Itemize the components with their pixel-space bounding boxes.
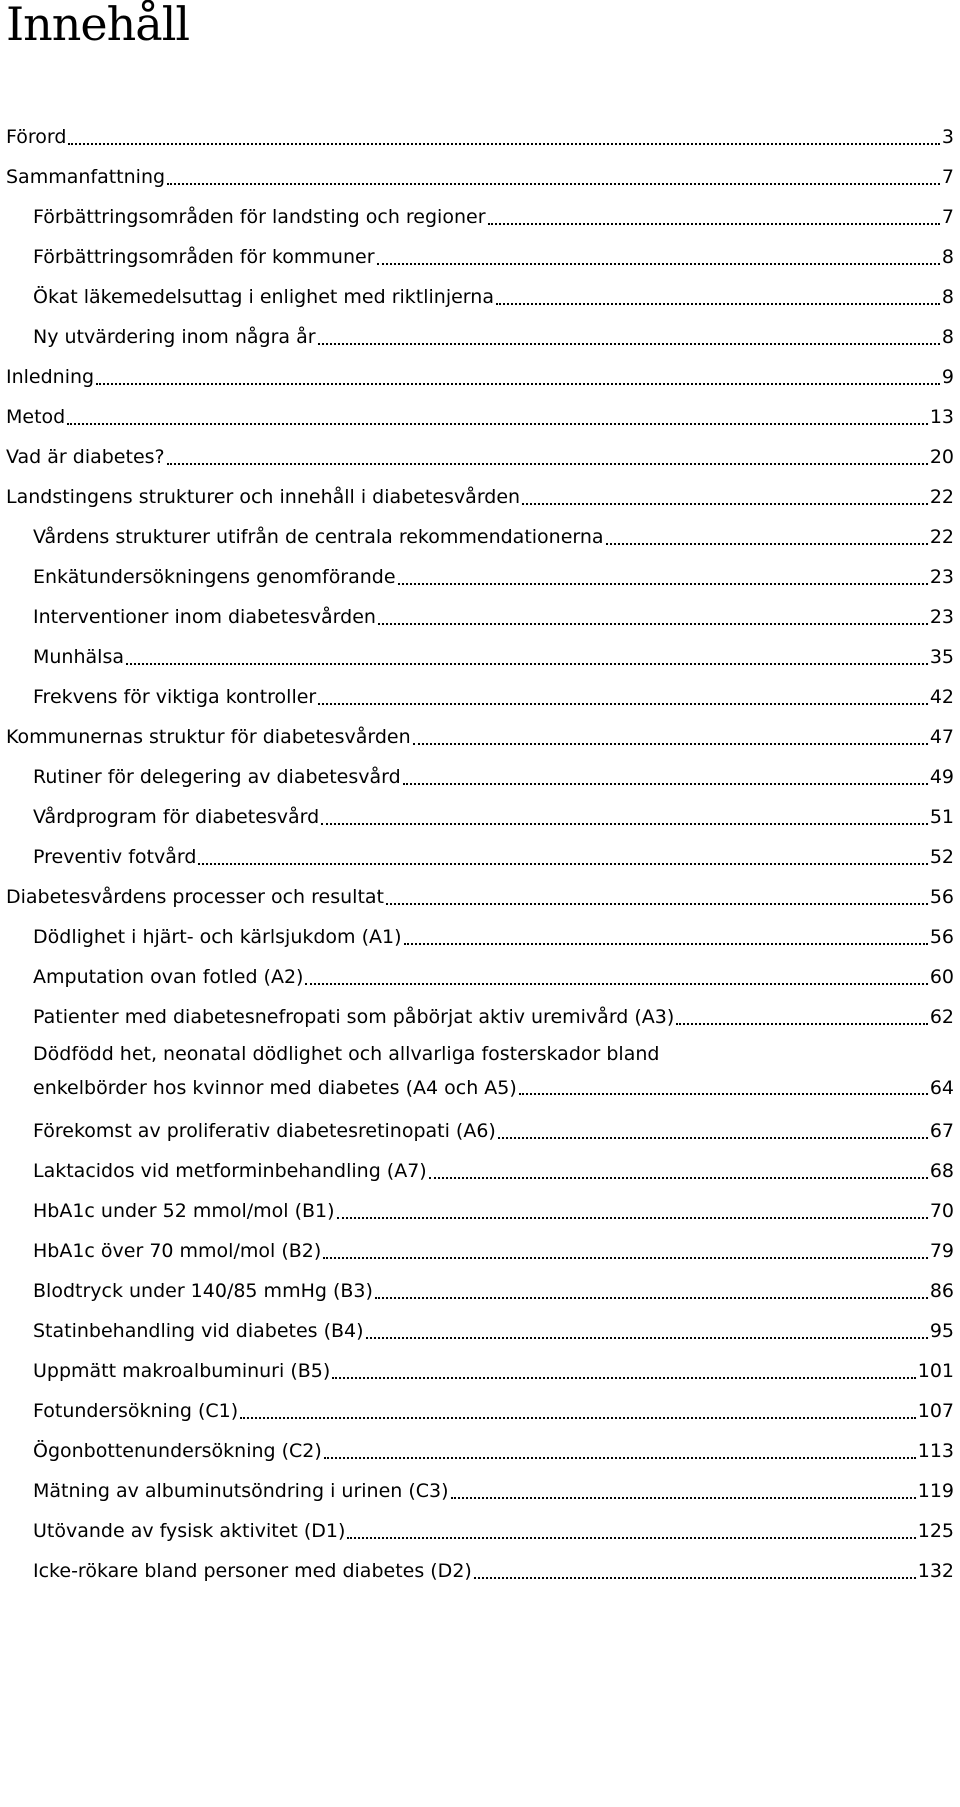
toc-entry[interactable] [0,1151,960,1191]
toc-entry[interactable] [0,517,960,557]
toc-entry[interactable] [0,677,960,717]
toc-entry-text: Munhälsa [33,646,124,668]
dot-leader [96,382,940,385]
toc-entry[interactable] [0,237,960,277]
toc-entry[interactable] [0,1231,960,1271]
dot-leader [321,822,928,825]
toc-entry-text: HbA1c över 70 mmol/mol (B2) [33,1240,322,1262]
dot-leader [347,1536,915,1539]
toc-entry[interactable] [0,917,960,957]
toc-entry[interactable] [0,117,960,157]
toc-page-number: 119 [917,1480,954,1502]
toc-page-number: 67 [929,1120,954,1142]
toc-entry-text: Vad är diabetes? [6,446,165,468]
dot-leader [67,422,928,425]
dot-leader [318,702,928,705]
toc-entry[interactable] [0,877,960,917]
toc-entry[interactable] [0,397,960,437]
toc-page-number: 52 [929,846,954,868]
dot-leader [377,262,940,265]
toc-entry[interactable] [0,1311,960,1351]
dot-leader [498,1136,928,1139]
toc-entry-text: Förord [6,126,67,148]
toc-entry-text: Laktacidos vid metforminbehandling (A7) [33,1160,427,1182]
toc-entry[interactable] [0,1191,960,1231]
dot-leader [522,502,928,505]
toc-entry[interactable] [0,1271,960,1311]
toc-page-number: 51 [929,806,954,828]
dot-leader [167,462,928,465]
dot-leader [413,742,928,745]
dot-leader [676,1022,928,1025]
toc-page-number: 107 [917,1400,954,1422]
dot-leader [337,1216,928,1219]
toc-entry[interactable] [0,957,960,997]
toc-entry-text: Utövande av fysisk aktivitet (D1) [33,1520,346,1542]
toc-entry-text: Icke-rökare bland personer med diabetes (D2) [33,1560,472,1582]
toc-page-number: 23 [929,606,954,628]
toc-entry-text: Uppmätt makroalbuminuri (B5) [33,1360,331,1382]
dot-leader [375,1296,928,1299]
toc-entry-text: Fotundersökning (C1) [33,1400,239,1422]
toc-page-number: 68 [929,1160,954,1182]
toc-page-number: 8 [941,286,954,308]
toc-entry[interactable] [0,197,960,237]
dot-leader [386,902,928,905]
toc-page-number: 47 [929,726,954,748]
toc-page-number: 70 [929,1200,954,1222]
toc-entry[interactable] [0,757,960,797]
toc-entry-text: Ökat läkemedelsuttag i enlighet med riktlinjerna [33,286,494,308]
toc-entry-text: Blodtryck under 140/85 mmHg (B3) [33,1280,373,1302]
toc-entry[interactable] [0,1511,960,1551]
toc-page-number: 20 [929,446,954,468]
toc-entry-text: Amputation ovan fotled (A2) [33,966,304,988]
toc-entry-text: Förekomst av proliferativ diabetesretinopati (A6) [33,1120,496,1142]
toc-entry[interactable] [0,1111,960,1151]
toc-page-number: 56 [929,926,954,948]
toc-entry[interactable] [0,1471,960,1511]
toc-entry[interactable] [0,837,960,877]
toc-page-number: 3 [941,126,954,148]
dot-leader [198,862,927,865]
toc-page-number: 132 [917,1560,954,1582]
toc-entry-text: Dödlighet i hjärt- och kärlsjukdom (A1) [33,926,402,948]
dot-leader [429,1176,928,1179]
toc-entry-text: Diabetesvårdens processer och resultat [6,886,384,908]
dot-leader [366,1336,928,1339]
dot-leader [318,342,940,345]
toc-page-number: 8 [941,246,954,268]
toc-entry[interactable] [0,317,960,357]
toc-entry[interactable] [0,717,960,757]
toc-page-number: 22 [929,526,954,548]
dot-leader [496,302,940,305]
toc-page-number: 22 [929,486,954,508]
toc-entry[interactable] [0,1037,960,1111]
toc-entry-text: Statinbehandling vid diabetes (B4) [33,1320,364,1342]
toc-page-number: 125 [917,1520,954,1542]
dot-leader [323,1256,928,1259]
toc-entry-text: Landstingens strukturer och innehåll i diabetesvården [6,486,521,508]
dot-leader [167,182,940,185]
toc-entry-text: Ny utvärdering inom några år [33,326,316,348]
page-title: Innehåll [6,0,190,51]
toc-entry[interactable] [0,797,960,837]
toc-entry-text: Patienter med diabetesnefropati som påbörjat aktiv uremivård (A3) [33,1006,675,1028]
toc-page-number: 56 [929,886,954,908]
toc-entry[interactable] [0,637,960,677]
toc-page-number: 35 [929,646,954,668]
toc-entry-text: Inledning [6,366,95,388]
dot-leader [451,1496,916,1499]
dot-leader [378,622,928,625]
toc-entry-text: Rutiner för delegering av diabetesvård [33,766,401,788]
toc-entry[interactable] [0,1431,960,1471]
toc-page-number: 42 [929,686,954,708]
toc-entry-text: HbA1c under 52 mmol/mol (B1) [33,1200,335,1222]
dot-leader [488,222,940,225]
dot-leader [474,1576,916,1579]
dot-leader [305,982,927,985]
dot-leader [519,1092,928,1095]
toc-page-number: 49 [929,766,954,788]
toc-entry-text-continued: enkelbörder hos kvinnor med diabetes (A4 och A5) [33,1077,517,1099]
toc-page-number: 79 [929,1240,954,1262]
toc-entry[interactable] [0,597,960,637]
toc-entry-text: Frekvens för viktiga kontroller [33,686,317,708]
toc-page-number: 7 [941,206,954,228]
dot-leader [398,582,928,585]
toc-entry[interactable] [0,357,960,397]
toc-entry-text: Mätning av albuminutsöndring i urinen (C3) [33,1480,449,1502]
toc-entry-text: Interventioner inom diabetesvården [33,606,376,628]
toc-entry-text: Ögonbottenundersökning (C2) [33,1440,322,1462]
dot-leader [240,1416,916,1419]
toc-page-number: 60 [929,966,954,988]
toc-entry-text: Vårdprogram för diabetesvård [33,806,320,828]
toc-page-number: 9 [941,366,954,388]
dot-leader [68,142,939,145]
toc-page-number: 13 [929,406,954,428]
toc-entry-text: Vårdens strukturer utifrån de centrala rekommendationerna [33,526,604,548]
toc-entry-text: Förbättringsområden för kommuner [33,246,375,268]
toc-entry[interactable] [0,1351,960,1391]
toc-page-number: 62 [929,1006,954,1028]
toc-page-number: 113 [917,1440,954,1462]
toc-page-number: 86 [929,1280,954,1302]
dot-leader [126,662,928,665]
dot-leader [324,1456,916,1459]
toc-entry[interactable] [0,277,960,317]
dot-leader [332,1376,915,1379]
dot-leader [403,782,928,785]
toc-entry[interactable] [0,997,960,1037]
toc-entry[interactable] [0,1551,960,1591]
toc-entry[interactable] [0,477,960,517]
toc-entry-text: Enkätundersökningens genomförande [33,566,396,588]
toc-page-number: 7 [941,166,954,188]
toc-entry-text: Metod [6,406,66,428]
toc-entry-text: Sammanfattning [6,166,166,188]
toc-page-number: 64 [929,1077,954,1099]
toc-entry[interactable] [0,157,960,197]
toc-entry-text: Kommunernas struktur för diabetesvården [6,726,411,748]
toc-page-number: 101 [917,1360,954,1382]
toc-entry[interactable] [0,557,960,597]
toc-entry[interactable] [0,1391,960,1431]
toc-page-number: 8 [941,326,954,348]
table-of-contents [0,117,960,1591]
dot-leader [404,942,928,945]
toc-entry[interactable] [0,437,960,477]
dot-leader [606,542,928,545]
toc-page-number: 95 [929,1320,954,1342]
toc-entry-text: Dödfödd het, neonatal dödlighet och allvarliga fosterskador bland [33,1043,660,1065]
toc-entry-text: Preventiv fotvård [33,846,197,868]
toc-page-number: 23 [929,566,954,588]
toc-entry-text: Förbättringsområden för landsting och regioner [33,206,486,228]
